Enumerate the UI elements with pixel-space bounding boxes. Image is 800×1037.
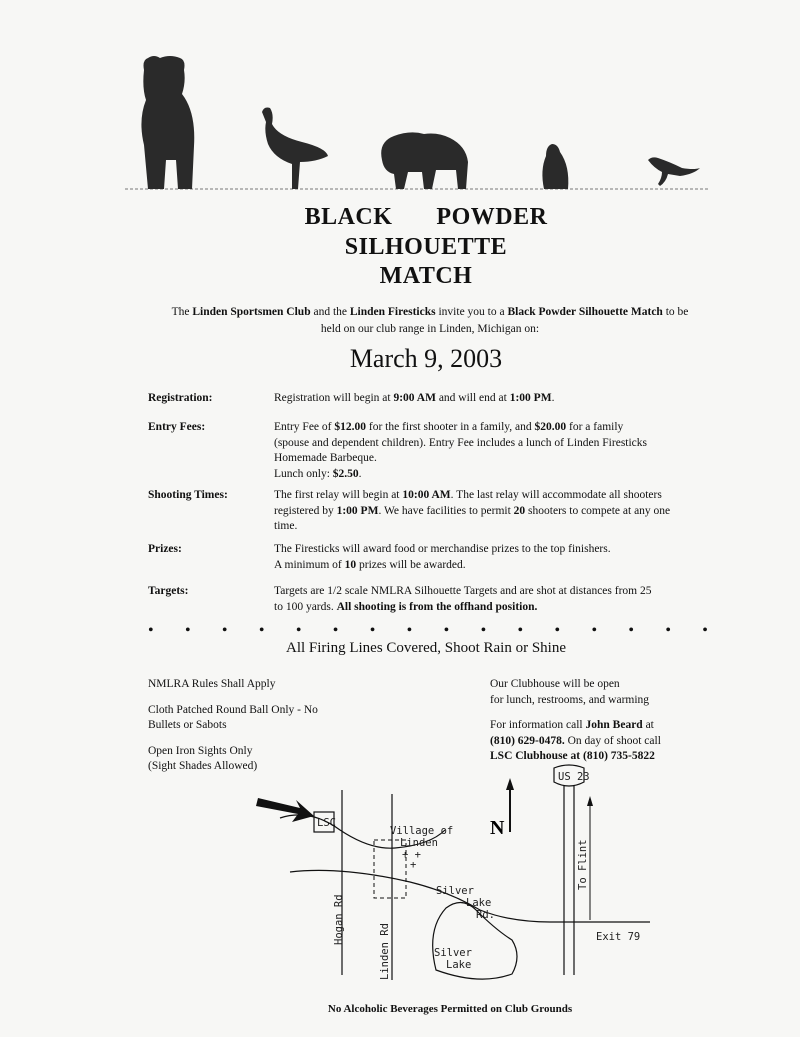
shooting-times-text: The first relay will begin at 10:00 AM. The last relay will accommodate all shooters registered by 1:00 PM. We have facilities to permit 20 shooters to compete at any one time. <box>274 489 671 532</box>
to-flint-label: To Flint <box>577 839 589 890</box>
shooting-times-label: Shooting Times: <box>148 489 228 501</box>
entry-fees-text: Entry Fee of $12.00 for the first shooter in a family, and $20.00 for a family (spouse and dependent children). Entry Fee includes a lunch of Linden Firesticks Homemade Barbeque. Lunch only: $2.50. <box>274 421 648 480</box>
title-powder: POWDER <box>436 204 548 230</box>
covered-notice: All Firing Lines Covered, Shoot Rain or Shine <box>286 640 566 656</box>
highway-label: US 23 <box>558 771 590 783</box>
north-label: N <box>490 817 505 839</box>
event-date: March 9, 2003 <box>349 344 503 373</box>
silver-lake-rd-label-2: Lake <box>466 897 492 909</box>
club-name: Linden Sportsmen Club <box>192 306 311 318</box>
contact-name: John Beard <box>585 719 643 731</box>
title-line-2: SILHOUETTE <box>344 234 508 260</box>
exit-label: Exit 79 <box>596 931 641 943</box>
right-notes: Our Clubhouse will be open for lunch, restrooms, and warming For information call John Beard at (810) 629-0478. On day of shoot call LSC Clubhouse at (810) 735-5822 <box>490 677 720 765</box>
lake-label-1: Silver <box>434 947 472 959</box>
hogan-rd-label: Hogan Rd <box>333 894 345 945</box>
clubhouse-note-2: for lunch, restrooms, and warming <box>490 693 650 706</box>
silver-lake-rd-label-1: Silver <box>436 885 474 897</box>
bear-silhouette <box>141 56 194 189</box>
sights-note-2: (Sight Shades Allowed) <box>148 760 258 772</box>
title-line-3: MATCH <box>379 263 473 289</box>
groundhog-silhouette <box>542 144 568 189</box>
intro-text <box>140 304 720 338</box>
clubhouse-note-1: Our Clubhouse will be open <box>490 678 620 690</box>
svg-text:+: + <box>410 859 417 871</box>
targets-label: Targets: <box>148 585 189 597</box>
registration-text: Registration will begin at 9:00 AM and will end at 1:00 PM. <box>274 392 555 404</box>
village-label-2: Linden <box>400 837 438 849</box>
dot-divider: • • • • • • • • • • • • • • • • <box>148 622 708 639</box>
contact-phone: (810) 629-0478. <box>490 734 565 747</box>
silver-lake-rd-label-3: Rd. <box>476 909 495 921</box>
crow-silhouette <box>648 157 700 186</box>
village-label-1: Village of <box>390 825 454 837</box>
targets-text: Targets are 1/2 scale NMLRA Silhouette Targets and are shot at distances from 25 to 100 yards. All shooting is from the offhand position. <box>274 585 652 613</box>
match-name: Black Powder Silhouette Match <box>507 306 663 318</box>
bison-silhouette <box>381 132 468 189</box>
sights-note-1: Open Iron Sights Only <box>148 744 253 757</box>
linden-rd-label: Linden Rd <box>379 923 391 980</box>
firesticks-name: Linden Firesticks <box>349 306 436 318</box>
svg-text:+ +: + + <box>402 849 421 861</box>
rules-note: NMLRA Rules Shall Apply <box>148 678 276 690</box>
registration-label: Registration: <box>148 392 213 404</box>
intro-line-2: held on our club range in Linden, Michigan on: <box>320 323 540 335</box>
footer-notice: No Alcoholic Beverages Permitted on Club Grounds <box>327 1003 573 1015</box>
clubhouse-phone: LSC Clubhouse at (810) 735-5822 <box>490 750 655 762</box>
directions-map <box>250 760 670 990</box>
lsc-label: LSC <box>317 817 336 829</box>
title-line-1 <box>0 204 800 231</box>
ball-note-1: Cloth Patched Round Ball Only - No <box>148 703 318 716</box>
title-black: BLACK <box>304 204 393 230</box>
entry-fees-label: Entry Fees: <box>148 421 206 433</box>
ball-note-2: Bullets or Sabots <box>148 719 227 731</box>
prizes-label: Prizes: <box>148 543 182 555</box>
pointer-arrow-icon <box>256 798 314 822</box>
animal-silhouettes <box>120 50 710 195</box>
north-arrow-icon <box>506 778 514 790</box>
intro-line-1: The Linden Sportsmen Club and the Linden Firesticks invite you to a Black Powder Silhouette Match to be <box>171 306 689 318</box>
prizes-text: The Firesticks will award food or merchandise prizes to the top finishers. A minimum of 10 prizes will be awarded. <box>274 543 611 571</box>
lake-label-2: Lake <box>446 959 472 971</box>
turkey-silhouette <box>262 108 328 190</box>
